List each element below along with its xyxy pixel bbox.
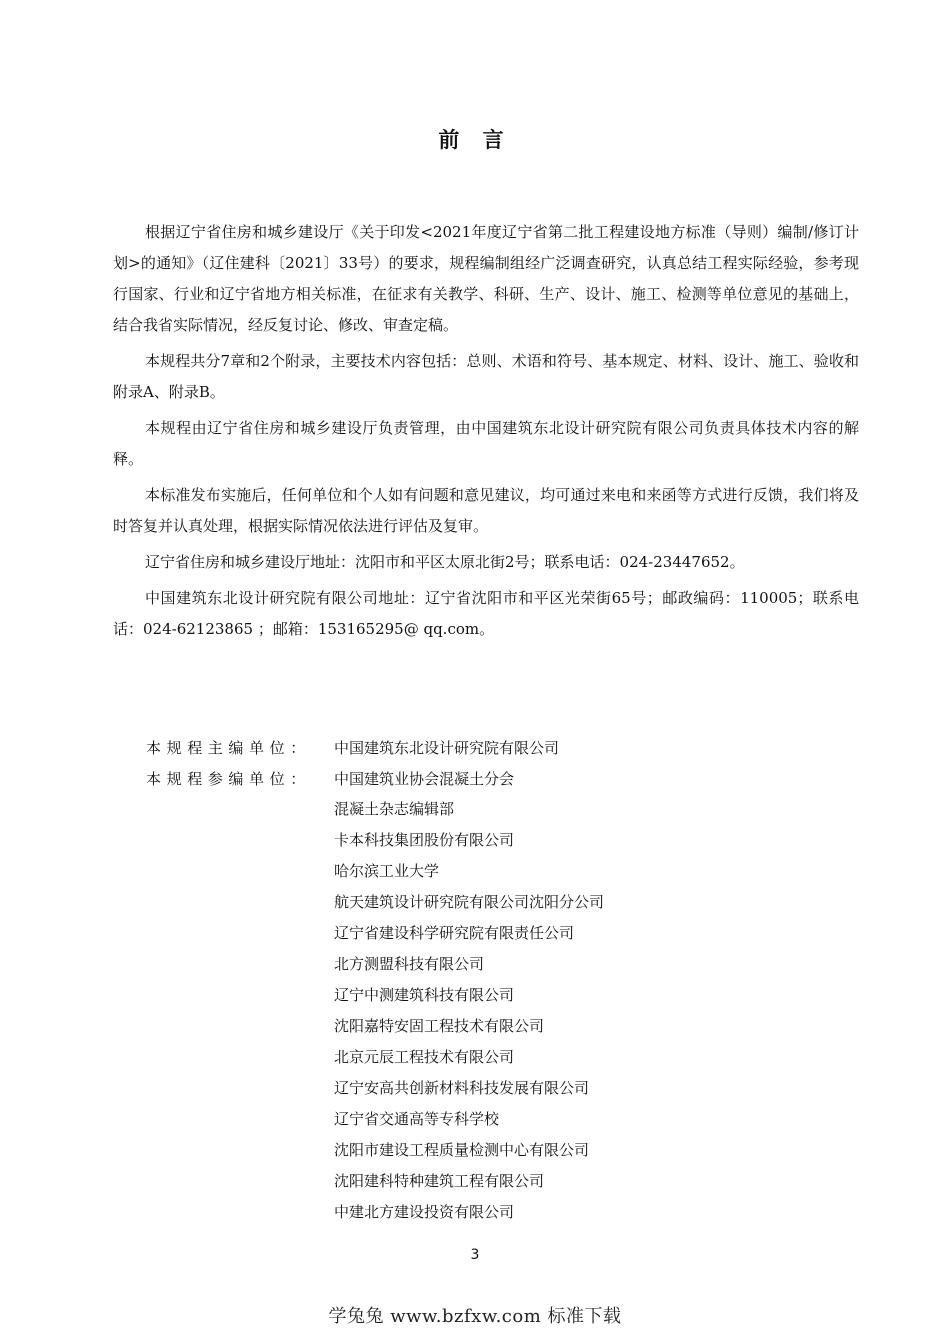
- list-item: 混凝土杂志编辑部: [334, 800, 455, 818]
- list-item: 沈阳嘉特安固工程技术有限公司: [334, 1017, 545, 1035]
- preface-body: [113, 217, 859, 650]
- list-item: 辽宁中测建筑科技有限公司: [334, 986, 515, 1004]
- editing-units: [146, 732, 846, 1228]
- list-item: 中建北方建设投资有限公司: [334, 1203, 515, 1221]
- list-item: 航天建筑设计研究院有限公司沈阳分公司: [334, 893, 605, 911]
- list-item: 辽宁省建设科学研究院有限责任公司: [334, 924, 575, 942]
- participating-unit-label: 本规程参编单位：: [146, 770, 311, 788]
- page-title: 前 言: [438, 128, 512, 152]
- participating-unit-name: 中国建筑业协会混凝土分会: [334, 770, 515, 788]
- paragraph-basis: 根据辽宁省住房和城乡建设厅《关于印发<2021年度辽宁省第二批工程建设地方标准（导则）编制/修订计划>的通知》（辽住建科〔2021〕33号）的要求，规程编制组经广泛调查研究，认真总结工程实际经验，参考现行国家、行业和辽宁省地方相关标准，在征求有关教学、科研、生产、设计、施工、检测等单位意见的基础上，结合我省实际情况，经反复讨论、修改、审查定稿。: [113, 223, 859, 334]
- paragraph-department-address: 辽宁省住房和城乡建设厅地址：沈阳市和平区太原北街2号；联系电话：024-23447652。: [145, 553, 745, 571]
- chief-unit-label: 本规程主编单位：: [146, 739, 311, 757]
- list-item: 辽宁安高共创新材料科技发展有限公司: [334, 1079, 590, 1097]
- chief-unit-row: [146, 732, 846, 763]
- paragraph-institute-address: 中国建筑东北设计研究院有限公司地址：辽宁省沈阳市和平区光荣街65号；邮政编码：110005；联系电话：024-62123865 ；邮箱：153165295@ qq.com。: [113, 589, 859, 638]
- list-item: 哈尔滨工业大学: [334, 862, 440, 880]
- list-item: 北方测盟科技有限公司: [334, 955, 485, 973]
- list-item: 沈阳市建设工程质量检测中心有限公司: [334, 1141, 590, 1159]
- list-item: 沈阳建科特种建筑工程有限公司: [334, 1172, 545, 1190]
- list-item: 辽宁省交通高等专科学校: [334, 1110, 500, 1128]
- list-item: 卡本科技集团股份有限公司: [334, 831, 515, 849]
- paragraph-contents: 本规程共分7章和2个附录，主要技术内容包括：总则、术语和符号、基本规定、材料、设计、施工、验收和附录A、附录B。: [113, 352, 859, 401]
- page-number: 3: [470, 1247, 480, 1263]
- footer-watermark: 学兔兔 www.bzfxw.com 标准下载: [328, 1306, 622, 1327]
- participating-unit-row: [146, 763, 846, 794]
- chief-unit-name: 中国建筑东北设计研究院有限公司: [334, 739, 560, 757]
- list-item: 北京元辰工程技术有限公司: [334, 1048, 515, 1066]
- participating-unit-list: [146, 794, 846, 1228]
- paragraph-management: 本规程由辽宁省住房和城乡建设厅负责管理，由中国建筑东北设计研究院有限公司负责具体技术内容的解释。: [113, 419, 859, 468]
- paragraph-feedback: 本标准发布实施后，任何单位和个人如有问题和意见建议，均可通过来电和来函等方式进行反馈，我们将及时答复并认真处理，根据实际情况依法进行评估及复审。: [113, 486, 859, 535]
